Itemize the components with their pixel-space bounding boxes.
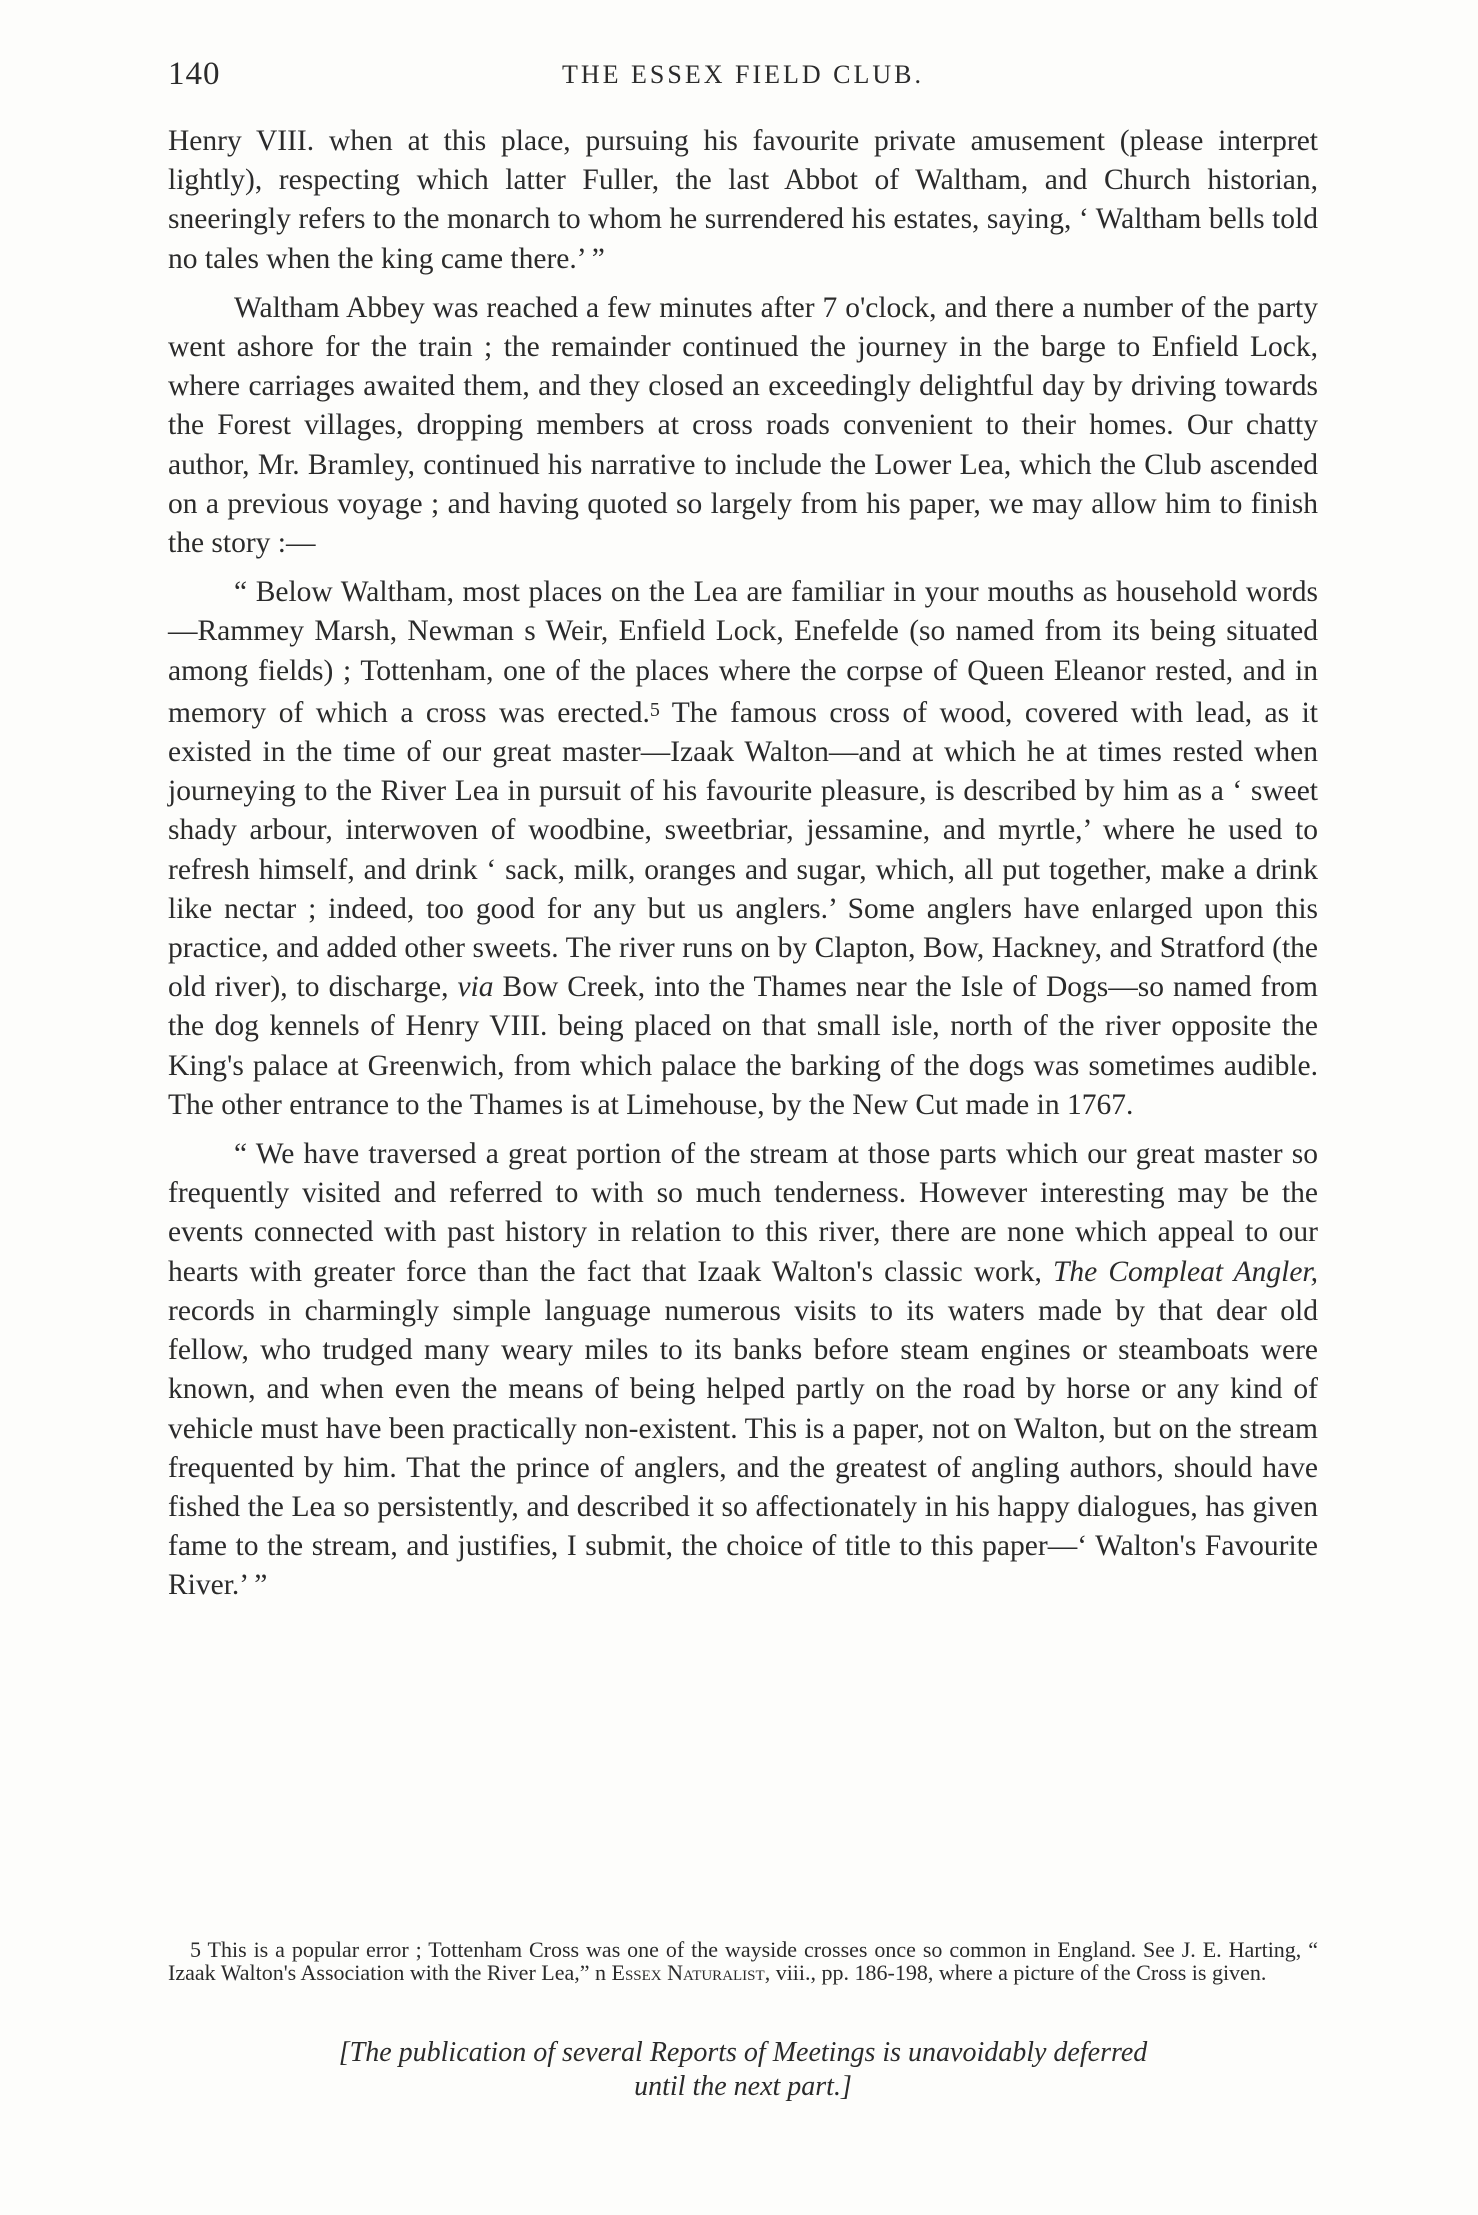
paragraph-4 bbox=[168, 1135, 1318, 1605]
footnote-5 bbox=[168, 1938, 1318, 1984]
editorial-note-line-2: until the next part.] bbox=[634, 2071, 852, 2102]
footnote-text-a: 5 This is a popular error ; Tottenham Cross was one of the wayside crosses once so common in England. See J. E. Harting, “ Izaak Walton's Association with the River Lea,” n bbox=[168, 1937, 1318, 1985]
paragraph-1: Henry VIII. when at this place, pursuing his favourite private amusement (please interpret lightly), respecting which latter Fuller, the last Abbot of Waltham, and Church historian, sneeringly refers to the monarch to whom he surrendered his estates, saying, ‘ Waltham bells told no tales when the king came there.’ ” bbox=[168, 125, 1318, 275]
editorial-note-line-1: [The publication of several Reports of Meetings is unavoidably deferred bbox=[338, 2037, 1148, 2068]
book-title: The Compleat Angler, bbox=[1052, 1255, 1319, 1288]
paragraph-3-text-c: Bow Creek, into the Thames near the Isle of Dogs—so named from the dog kennels of Henry VIII. being placed on that small isle, north of the river opposite the King's palace at Greenwich, from which palace the barking of the dogs was sometimes audible. The other entrance to the Thames is at Limehouse, by the New Cut made in 1767. bbox=[168, 971, 1318, 1121]
paragraph-3 bbox=[168, 573, 1318, 1125]
paragraph-3-via: via bbox=[457, 971, 494, 1004]
footnote-text-b: , viii., pp. 186-198, where a picture of the Cross is given. bbox=[764, 1960, 1267, 1985]
page-number: 140 bbox=[168, 56, 221, 92]
body-text bbox=[168, 122, 1318, 1606]
paragraph-4-text-a: “ We have traversed a great portion of the stream at those parts which our great master so frequently visited and referred to with so much tenderness. However interesting may be the events connected with past history in relation to this river, there are none which appeal to our hearts with greater force than the fact that Izaak Walton's classic work, bbox=[168, 1138, 1318, 1288]
editorial-note bbox=[168, 2036, 1318, 2104]
paragraph-3-text-b: The famous cross of wood, covered with lead, as it existed in the time of our great master—Izaak Walton—and at which he at times rested when journeying to the River Lea in pursuit of his favourite pleasure, is described by him as a ‘ sweet shady arbour, interwoven of woodbine, sweetbriar, jessamine, and myrtle,’ where he used to refresh himself, and drink ‘ sack, milk, oranges and sugar, which, all put together, make a drink like nectar ; indeed, too good for any but us anglers.’ Some anglers have enlarged upon this practice, and added other sweets. The river runs on by Clapton, Bow, Hackney, and Stratford (the old river), to discharge, bbox=[168, 696, 1318, 1004]
page-header bbox=[168, 56, 1318, 104]
running-head: THE ESSEX FIELD CLUB. bbox=[562, 60, 924, 89]
footnotes bbox=[168, 1938, 1318, 1984]
footnote-reference: 5 bbox=[649, 698, 660, 721]
paragraph-2: Waltham Abbey was reached a few minutes after 7 o'clock, and there a number of the party went ashore for the train ; the remainder continued the journey in the barge to Enfield Lock, where carriages awaited them, and they closed an exceedingly delightful day by driving towards the Forest villages, dropping members at cross roads convenient to their homes. Our chatty author, Mr. Bramley, continued his narrative to include the Lower Lea, which the Club ascended on a previous voyage ; and having quoted so largely from his paper, we may allow him to finish the story :— bbox=[168, 291, 1318, 560]
paragraph-3-text-a: “ Below Waltham, most places on the Lea are familiar in your mouths as household words—Rammey Marsh, Newman s Weir, Enfield Lock, Enefelde (so named from its being situated among fields) ; Tottenham, one of the places where the corpse of Queen Eleanor rested, and in memory of which a cross was erected. bbox=[168, 576, 1318, 729]
paragraph-4-text-b: records in charmingly simple language numerous visits to its waters made by that dear old fellow, who trudged many weary miles to its banks before steam engines or steamboats were known, and when even the means of being helped partly on the road by horse or any kind of vehicle must have been practically non-existent. This is a paper, not on Walton, but on the stream frequented by him. That the prince of anglers, and the greatest of angling authors, should have fished the Lea so persistently, and described it so affectionately in his happy dialogues, has given fame to the stream, and justifies, I submit, the choice of title to this paper—‘ Walton's Favourite River.’ ” bbox=[168, 1294, 1318, 1602]
footnote-journal: Essex Naturalist bbox=[611, 1960, 765, 1985]
